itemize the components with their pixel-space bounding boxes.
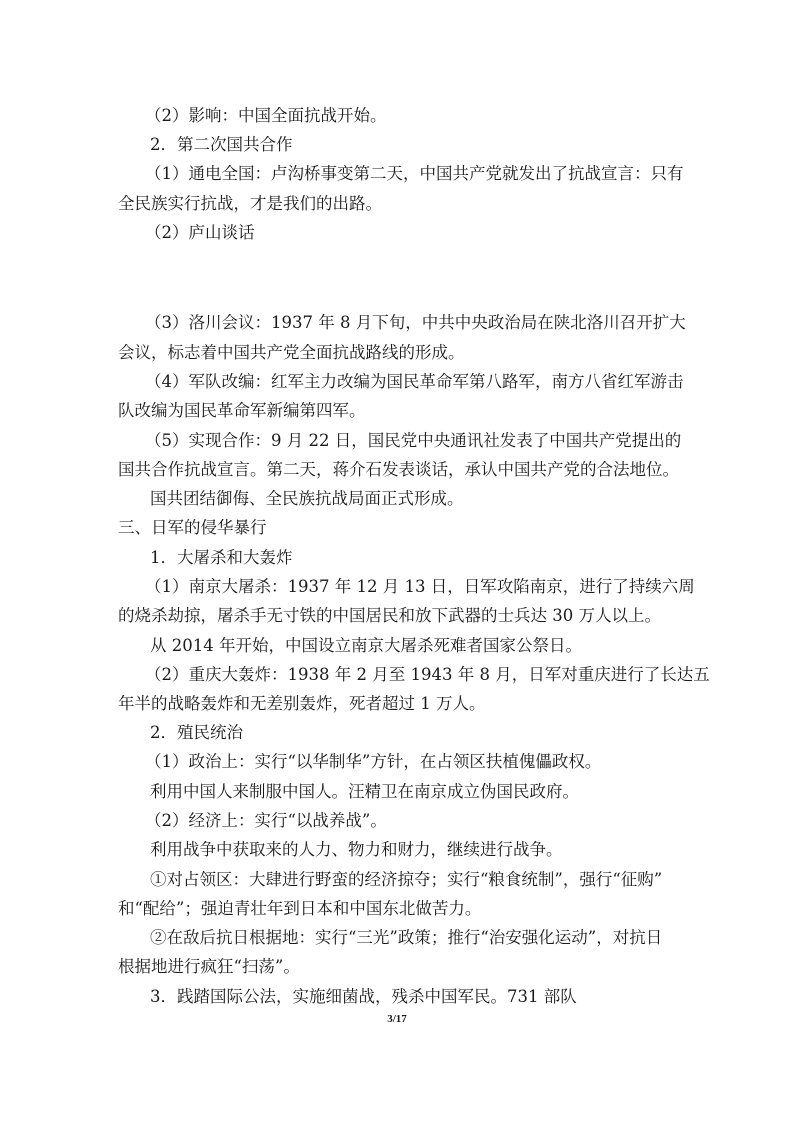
text-line: 的烧杀劫掠，屠杀手无寸铁的中国居民和放下武器的士兵达 30 万人以上。 [118, 606, 661, 625]
text-line: （2）经济上：实行“以战养战”。 [145, 811, 387, 830]
text-line: 全民族实行抗战，才是我们的出路。 [118, 194, 382, 213]
text-line: （1）通电全国：卢沟桥事变第二天，中国共产党就发出了抗战宣言：只有 [145, 164, 684, 183]
text-line: （2）重庆大轰炸：1938 年 2 月至 1943 年 8 月，日军对重庆进行了长达五 [145, 665, 710, 684]
text-line: （2）庐山谈话 [145, 223, 255, 242]
section-heading: 2．第二次国共合作 [150, 135, 293, 154]
text-line: 年半的战略轰炸和无差别轰炸，死者超过 1 万人。 [118, 694, 486, 713]
text-line: （4）军队改编：红军主力改编为国民革命军第八路军，南方八省红军游击 [145, 372, 684, 391]
text-line: （1）南京大屠杀：1937 年 12 月 13 日，日军攻陷南京，进行了持续六周 [145, 577, 695, 596]
text-line: 根据地进行疯狂“扫荡”。 [118, 957, 300, 976]
text-line: （2）影响：中国全面抗战开始。 [145, 106, 387, 125]
text-line: 会议，标志着中国共产党全面抗战路线的形成。 [118, 343, 465, 362]
text-line: 队改编为国民革命军新编第四军。 [118, 401, 366, 420]
text-line: 利用战争中获取来的人力、物力和财力，继续进行战争。 [150, 840, 563, 859]
section-heading: 三、日军的侵华暴行 [118, 518, 267, 537]
text-line: ②在敌后抗日根据地：实行“三光”政策；推行“治安强化运动”，对抗日 [150, 928, 663, 947]
text-line: 利用中国人来制服中国人。汪精卫在南京成立伪国民政府。 [150, 782, 579, 801]
section-heading: 3．践踏国际公法，实施细菌战，残杀中国军民。731 部队 [150, 987, 577, 1006]
text-line: ①对占领区：大肆进行野蛮的经济掠夺；实行“粮食统制”，强行“征购” [150, 870, 663, 889]
text-line: （3）洛川会议：1937 年 8 月下旬，中共中央政治局在陕北洛川召开扩大 [145, 313, 686, 332]
section-heading: 1．大屠杀和大轰炸 [150, 548, 293, 567]
text-line: 国共团结御侮、全民族抗战局面正式形成。 [150, 489, 464, 508]
text-line: 国共合作抗战宣言。第二天，蒋介石发表谈话，承认中国共产党的合法地位。 [118, 460, 679, 479]
text-line: （1）政治上：实行“以华制华”方针，在占领区扶植傀儡政权。 [145, 752, 602, 771]
section-heading: 2．殖民统治 [150, 723, 243, 742]
text-line: 和“配给”；强迫青壮年到日本和中国东北做苦力。 [118, 899, 482, 918]
text-line: （5）实现合作：9 月 22 日，国民党中央通讯社发表了中国共产党提出的 [145, 431, 682, 450]
text-line: 从 2014 年开始，中国设立南京大屠杀死难者国家公祭日。 [150, 636, 582, 655]
page-number: 3/17 [387, 1013, 407, 1025]
